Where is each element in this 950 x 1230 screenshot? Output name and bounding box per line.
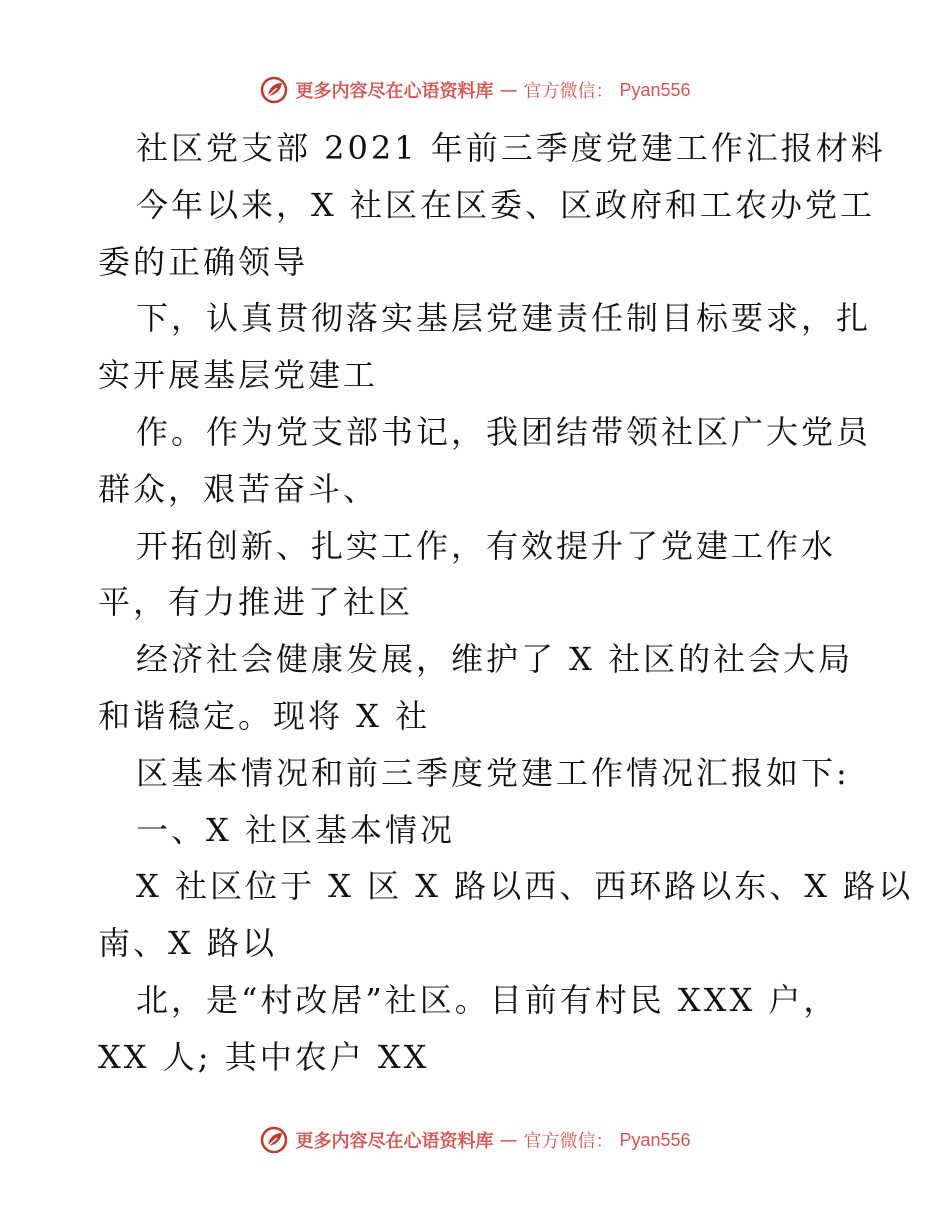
paragraph-line: 作。作为党支部书记，我团结带领社区广大党员 <box>136 412 872 451</box>
banner-wechat-label: 官方微信： <box>523 1131 614 1152</box>
leaf-logo-icon <box>259 75 289 105</box>
paragraph-line: 和谐稳定。现将 X 社 <box>98 696 431 735</box>
paragraph-line: 今年以来，X 社区在区委、区政府和工农办党工 <box>136 185 875 224</box>
paragraph-line: 群众，艰苦奋斗、 <box>98 469 379 508</box>
paragraph-line: 经济社会健康发展，维护了 X 社区的社会大局 <box>136 640 854 679</box>
banner-wechat-id: Pyan556 <box>619 1129 691 1150</box>
banner-wechat-label: 官方微信： <box>523 81 614 102</box>
paragraph-line: X 社区位于 X 区 X 路以西、西环路以东、X 路以 <box>136 867 914 906</box>
paragraph-line: 南、X 路以 <box>98 924 277 963</box>
paragraph-line: XX 人; 其中农户 XX <box>98 1037 430 1076</box>
banner-text: 更多内容尽在心语资料库 <box>295 81 494 102</box>
paragraph-line: 下，认真贯彻落实基层党建责任制目标要求，扎 <box>136 299 872 338</box>
banner-wechat-id: Pyan556 <box>619 79 691 100</box>
leaf-logo-icon <box>259 1125 289 1155</box>
paragraph-line: 委的正确领导 <box>98 242 309 281</box>
paragraph-line: 区基本情况和前三季度党建工作情况汇报如下: <box>136 753 850 792</box>
paragraph-line: 开拓创新、扎实工作，有效提升了党建工作水 <box>136 526 837 565</box>
paragraph-line: 平，有力推进了社区 <box>98 583 414 622</box>
document-title: 社区党支部 2021 年前三季度党建工作汇报材料 <box>136 129 886 167</box>
document-body <box>98 120 914 1086</box>
header-banner <box>0 72 950 108</box>
banner-dash: — <box>499 79 518 101</box>
paragraph-line: 北，是“村改居”社区。目前有村民 XXX 户， <box>136 980 839 1019</box>
paragraph-line: 实开展基层党建工 <box>98 356 379 395</box>
section-heading: 一、X 社区基本情况 <box>136 810 455 849</box>
footer-banner <box>0 1122 950 1158</box>
banner-dash: — <box>499 1129 518 1151</box>
banner-text: 更多内容尽在心语资料库 <box>295 1131 494 1152</box>
